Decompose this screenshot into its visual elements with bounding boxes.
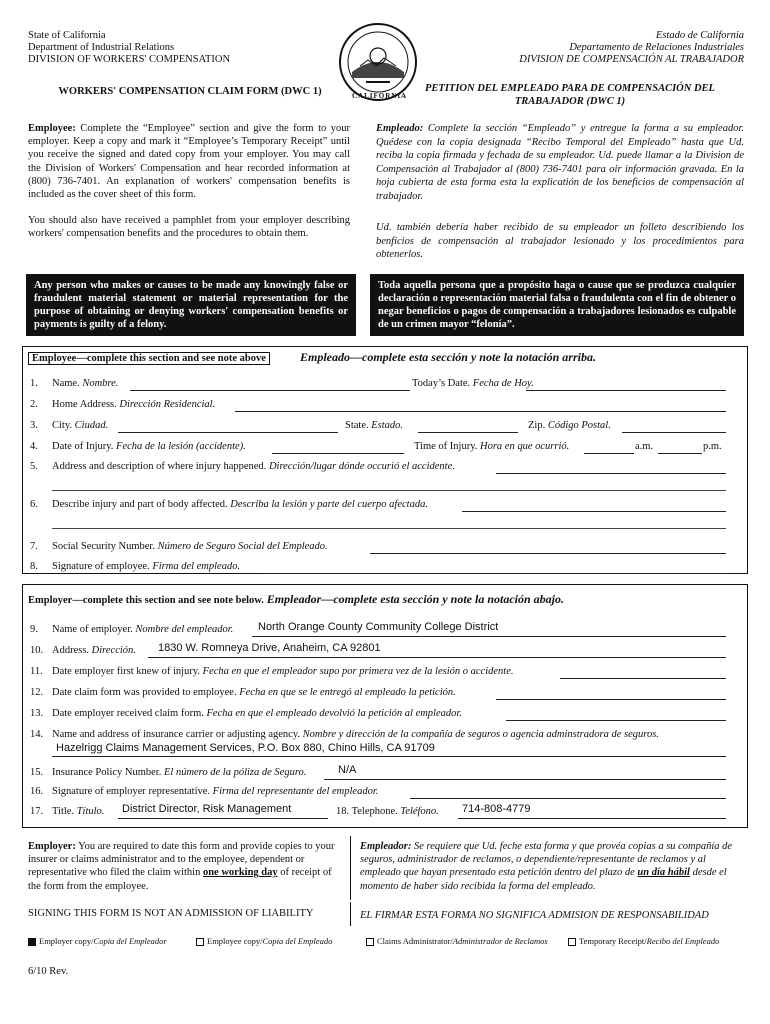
row-number: 16. [30, 786, 44, 797]
copy-claims-admin[interactable] [366, 936, 548, 946]
footer-employer-note-es [360, 840, 744, 893]
insurance-carrier-input[interactable]: Hazelrigg Claims Management Services, P.O. Box 880, Chino Hills, CA 91709 [56, 742, 435, 754]
checkbox-icon[interactable] [366, 938, 374, 946]
employer-row-10 [30, 642, 726, 661]
checkbox-icon-checked[interactable] [28, 938, 36, 946]
employee-row-6 [30, 499, 726, 515]
label-date-injury-es: Fecha de la lesión (accidente). [116, 441, 246, 452]
insurance-carrier-line [52, 756, 726, 757]
row-number: 18. [336, 806, 350, 817]
warning-es: Toda aquella persona que a propósito haga o cause que se produzca cualquier declaración o representación material falsa o fraudulenta con el fin de obtener o negar beneficios o pagos de compensación a trabajadores lesionados es culpable de un crimen mayor “felonía”. [370, 274, 744, 336]
today-date-input[interactable] [526, 390, 726, 391]
row-number: 9. [30, 624, 38, 635]
intro-es [376, 122, 744, 203]
label-zip-es: Código Postal. [547, 420, 611, 431]
copy-label-es: Copia del Empleado [262, 936, 333, 946]
label-name-es: Nombre. [82, 378, 119, 389]
title-es: PETITION DEL EMPLEADO PARA DE COMPENSACIÓN DEL TRABAJADOR (DWC 1) [425, 83, 715, 107]
intro-en [28, 122, 350, 201]
footer-en-underlined: one working day [202, 867, 278, 879]
label-date-knew-es: Fecha en que el empleador supo por primera vez de la lesión o accidente. [202, 666, 514, 677]
label-employer-name-es: Nombre del empleador. [135, 624, 234, 635]
copy-employer[interactable] [28, 936, 167, 946]
intro-en-text: Complete the “Employee” section and give the form to your employer. Keep a copy and mark it “Employee’s Temporary Receipt” until you receive the signed and dated copy from your employer. You may call the Division of Workers' Compensation and hear recorded information at (800) 736-7401. An explanation of workers' compensation benefits is included as the cover sheet of this form. [28, 123, 350, 201]
date-received-input[interactable] [506, 720, 726, 721]
row-number: 4. [30, 441, 38, 452]
intro-es-lead: Empleado: [376, 123, 424, 134]
injury-description-input[interactable] [462, 511, 726, 512]
label-city: City. [52, 420, 73, 431]
label-home-address: Home Address. [52, 399, 117, 410]
header-right-line3: DIVISION DE COMPENSACIÓN AL TRABAJADOR [519, 54, 744, 65]
label-injury-description-es: Describa la lesión y parte del cuerpo afectada. [230, 499, 428, 510]
date-provided-input[interactable] [496, 699, 726, 700]
title-line [118, 818, 328, 819]
footer-es-underlined: un día hábil [637, 867, 690, 879]
title-input[interactable]: District Director, Risk Management [122, 803, 292, 815]
label-ssn-es: Número de Seguro Social del Empleado. [157, 541, 328, 552]
ssn-input[interactable] [370, 553, 726, 554]
liability-note-es: EL FIRMAR ESTA FORMA NO SIGNIFICA ADMISION DE RESPONSABILIDAD [360, 910, 709, 921]
employer-section-header-en: Employer—complete this section and see note below. [28, 595, 264, 606]
label-city-es: Ciudad. [74, 420, 109, 431]
employee-row-1 [30, 378, 726, 394]
date-injury-input[interactable] [272, 453, 404, 454]
footer-employer-note-en [28, 840, 346, 893]
footer-en-lead: Employer: [28, 841, 76, 852]
header-right-line2: Departamento de Relaciones Industriales [569, 42, 744, 53]
employer-row-17 [30, 803, 726, 822]
intro-es-text: Complete la sección “Empleado” y entregue la forma a su empleador. Quédese con la copia designada “Recibo Temporal del Empleado” hasta que Ud. reciba la copia firmada y fechada de su empleador. Ud. puede llamar a la Division de Compensación al Trabajador al (800) 736-7401 para oir información gravada. En la hoja cubierta de esta forma esta la explicatión de los beneficios de compensación al trabajador. [376, 123, 744, 202]
label-state-es: Estado. [371, 420, 404, 431]
employee-row-2 [30, 399, 726, 415]
row-number: 6. [30, 499, 38, 510]
employee-signature-input[interactable] [262, 573, 726, 574]
label-date-injury: Date of Injury. [52, 441, 114, 452]
employer-row-15 [30, 764, 726, 783]
label-title: Title. [52, 806, 75, 817]
employee-section-header-en: Employee—complete this section and see note above [28, 352, 270, 365]
header-left [28, 30, 230, 66]
liability-note-en: SIGNING THIS FORM IS NOT AN ADMISSION OF LIABILITY [28, 908, 314, 919]
copy-label: Employee copy/ [207, 936, 263, 946]
copy-label: Temporary Receipt/ [579, 936, 647, 946]
label-policy-number-es: El número de la póliza de Seguro. [163, 767, 307, 778]
liability-divider [350, 902, 351, 926]
home-address-input[interactable] [235, 411, 726, 412]
label-am: a.m. [635, 441, 654, 452]
seal-label: CALIFORNIA [352, 92, 408, 100]
label-telephone: Telephone. [351, 806, 398, 817]
footer-es-text-a: Se requiere que Ud. feche esta forma y que provéa copias a su compañía de seguros, administrador de reclamos, o dependiente/representante de reclamos y al empleado que hayan presentado esta petición dentro del plazo de [360, 841, 733, 879]
policy-number-input[interactable]: N/A [338, 764, 357, 776]
employer-address-line [148, 657, 726, 658]
employee-row-7 [30, 541, 726, 557]
label-employer-address: Address. [52, 645, 90, 656]
employer-row-12 [30, 687, 726, 703]
label-ssn: Social Security Number. [52, 541, 155, 552]
label-time-injury-es: Hora en que ocurrió. [480, 441, 570, 452]
label-today-date-es: Fecha de Hoy. [472, 378, 534, 389]
row-number: 15. [30, 767, 44, 778]
label-home-address-es: Dirección Residencial. [119, 399, 216, 410]
footer-es-lead: Empleador: [360, 841, 412, 852]
label-employer-signature: Signature of employer representative. [52, 786, 211, 797]
date-knew-input[interactable] [560, 678, 726, 679]
label-injury-description: Describe injury and part of body affected. [52, 499, 228, 510]
footer-en-text-b: of receipt of the form from the employee. [28, 867, 332, 892]
telephone-input[interactable]: 714-808-4779 [462, 803, 531, 815]
row-number: 5. [30, 461, 38, 472]
employer-row-11 [30, 666, 726, 682]
name-input[interactable] [130, 390, 410, 391]
copy-employee[interactable] [196, 936, 332, 946]
revision-label: 6/10 Rev. [28, 966, 69, 977]
label-title-es: Título. [76, 806, 105, 817]
label-insurance-carrier-es: Nombre y dirección de la compañía de seguros o agencia adminstradora de seguros. [302, 729, 659, 740]
employee-section-header-es: Empleado—complete esta sección y note la notación arriba. [300, 350, 596, 364]
label-time-injury: Time of Injury. [414, 441, 478, 452]
telephone-line [458, 818, 726, 819]
employer-row-16 [30, 786, 726, 802]
label-date-received: Date employer received claim form. [52, 708, 204, 719]
label-date-provided-es: Fecha en que se le entregó al empleado la petición. [239, 687, 456, 698]
city-input[interactable] [118, 432, 338, 433]
time-pm-input[interactable] [658, 453, 702, 454]
label-date-provided: Date claim form was provided to employee. [52, 687, 237, 698]
checkbox-icon[interactable] [196, 938, 204, 946]
employer-section-header [28, 592, 564, 607]
footer-es-text-b: desde el momento de haber sido recibida la forma del empleado. [360, 867, 727, 892]
header-left-line3: DIVISION OF WORKERS' COMPENSATION [28, 54, 231, 65]
copy-label-es: Copia del Empleador [93, 936, 167, 946]
checkbox-icon[interactable] [568, 938, 576, 946]
employer-address-input[interactable]: 1830 W. Romneya Drive, Anaheim, CA 92801 [158, 642, 381, 654]
label-state: State. [345, 420, 369, 431]
label-employer-signature-es: Firma del representante del empleador. [212, 786, 379, 797]
employee-row-4 [30, 441, 726, 457]
row-number: 14. [30, 729, 44, 740]
label-insurance-carrier: Name and address of insurance carrier or adjusting agency. [52, 729, 301, 740]
row-number: 3. [30, 420, 38, 431]
row-number: 7. [30, 541, 38, 552]
row-number: 17. [30, 806, 44, 817]
label-zip: Zip. [528, 420, 546, 431]
intro-en-p2: You should also have received a pamphlet from your employer describing workers' compensation benefits and the procedures to obtain them. [28, 215, 350, 240]
employee-row-3 [30, 420, 726, 436]
label-employee-signature: Signature of employee. [52, 561, 150, 572]
row-number: 13. [30, 708, 44, 719]
employer-section-header-es: Empleador—complete esta sección y note la notación abajo. [266, 592, 564, 606]
row-number: 2. [30, 399, 38, 410]
copy-temporary-receipt[interactable] [568, 936, 719, 946]
injury-location-input[interactable] [496, 473, 726, 474]
label-employer-address-es: Dirección. [91, 645, 136, 656]
employee-row-5 [30, 461, 726, 477]
intro-en-lead: Employee: [28, 123, 76, 134]
footer-en-text-a: You are required to date this form and provide copies to your insurer or claims administrator and to the employee, dependent or representative who filed the claim within [28, 841, 335, 879]
header-left-line1: State of California [28, 30, 106, 41]
label-pm: p.m. [703, 441, 722, 452]
policy-number-line [324, 779, 726, 780]
state-input[interactable] [418, 432, 518, 433]
label-injury-location-es: Dirección/lugar dónde occurió el accidente. [268, 461, 455, 472]
label-today-date: Today’s Date. [412, 378, 471, 389]
label-employee-signature-es: Firma del empleado. [152, 561, 241, 572]
label-telephone-es: Teléfono. [400, 806, 439, 817]
copy-label: Employer copy/ [39, 936, 94, 946]
row-number: 12. [30, 687, 44, 698]
label-injury-location: Address and description of where injury happened. [52, 461, 267, 472]
label-date-knew: Date employer first knew of injury. [52, 666, 201, 677]
employee-row-8 [30, 561, 726, 577]
row-number: 8. [30, 561, 38, 572]
row-number: 1. [30, 378, 38, 389]
label-employer-name: Name of employer. [52, 624, 133, 635]
warning-en: Any person who makes or causes to be made any knowingly false or fraudulent material statement or material representation for the purpose of obtaining or denying workers' compensation benefits or payments is guilty of a felony. [26, 274, 356, 336]
label-policy-number: Insurance Policy Number. [52, 767, 162, 778]
row-number: 11. [30, 666, 43, 677]
employer-row-9 [30, 621, 726, 640]
copy-label-es: Administrador de Reclamos [452, 936, 548, 946]
copy-label-es: Recibo del Empleado [646, 936, 720, 946]
employer-row-13 [30, 708, 726, 724]
row-number: 10. [30, 645, 44, 656]
employer-name-input[interactable]: North Orange County Community College District [258, 621, 499, 633]
zip-input[interactable] [622, 432, 726, 433]
label-name: Name. [52, 378, 80, 389]
injury-description-line-2[interactable] [52, 528, 726, 529]
header-right-line1: Estado de California [655, 30, 744, 41]
title-en: WORKERS' COMPENSATION CLAIM FORM (DWC 1) [58, 86, 322, 97]
intro-es-p2: Ud. también debería haber recibido de su empleador un folleto describiendo los benficios de compensación al trabajador lesionado y los procedimientos para obtenerlos. [376, 222, 744, 260]
header-right [519, 30, 744, 66]
employer-name-line [252, 636, 726, 637]
header-left-line2: Department of Industrial Relations [28, 42, 175, 53]
label-date-received-es: Fecha en que el empleado devolvió la petición al empleador. [206, 708, 462, 719]
copy-label: Claims Administrator/ [377, 936, 453, 946]
injury-location-line-2[interactable] [52, 490, 726, 491]
employer-signature-input[interactable] [410, 798, 726, 799]
time-am-input[interactable] [584, 453, 634, 454]
